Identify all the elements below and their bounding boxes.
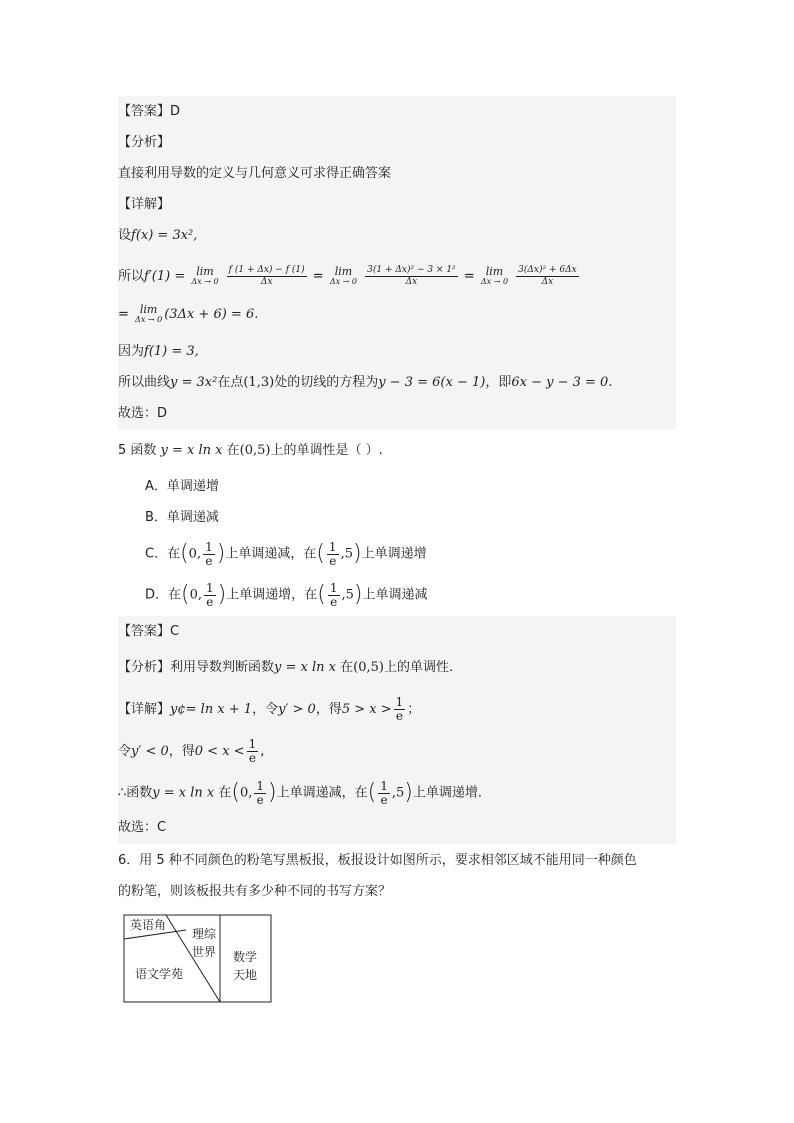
q6-stem-line1: 6．用 5 种不同颜色的粉笔写黑板报，板报设计如图所示，要求相邻区域不能用同一种颜色	[118, 853, 637, 868]
q4-detail-line2: 所以f′(1) = lim Δx → 0 $\frac{f (1 + \Delta x) - f (1)}{\Delta x}$ = lim Δx → 0 $\frac{\text{3(1 + Δx)² − 3 × 1²}}{\Delta x}$ = lim Δx → 0 $\frac{\text{3(Δx)² + 6Δx}}{\Delta x}$	[118, 264, 577, 287]
q4-detail-line5: 所以曲线y = 3x²在点(1,3)处的切线的方程为y − 3 = 6(x − 1)，即6x − y − 3 = 0.	[118, 375, 613, 390]
q4-detail-line1: 设f(x) = 3x²,	[118, 228, 198, 243]
q5-detail-line3: ∴函数y = x ln x 在(0, $\frac{1}{e}$ )上单调递减，在( $\frac{1}{e}$ ,5)上单调递增.	[118, 778, 483, 807]
q5-detail-line2: 令y′ < 0，得0 < x < $\frac{1}{e}$ ,	[118, 737, 265, 765]
q5-detail-line1: 【详解】y¢= ln x + 1，令y′ > 0，得5 > x > $\frac{1}{e}$ ；	[118, 695, 421, 723]
region-math-1: 数学	[233, 950, 258, 964]
q4-analysis-label: 【分析】	[118, 135, 171, 150]
region-chinese: 语文学苑	[135, 967, 184, 981]
q4-detail-line3: = lim Δx → 0 (3Δx + 6) = 6.	[118, 302, 259, 324]
q5-option-b: B．单调递减	[145, 510, 219, 525]
q5-analysis: 【分析】利用导数判断函数y = x ln x 在(0,5)上的单调性.	[118, 660, 454, 675]
q5-choose: 故选：C	[118, 820, 167, 835]
q4-answer: 【答案】D	[118, 104, 181, 119]
q5-option-c: C．在(0, $\frac{1}{e}$ )上单调递减，在( $\frac{1}{e}$ ,5)上单调递增	[145, 539, 427, 568]
region-math-2: 天地	[233, 968, 258, 982]
q5-option-d: D．在(0, $\frac{1}{e}$ )上单调递增，在( $\frac{1}{e}$ ,5)上单调递减	[145, 580, 428, 609]
q5-answer: 【答案】C	[118, 624, 180, 639]
q5-option-a: A．单调递增	[145, 479, 219, 494]
q4-analysis-text: 直接利用导数的定义与几何意义可求得正确答案	[118, 166, 392, 181]
q6-board-diagram	[122, 912, 274, 1004]
q4-choose: 故选：D	[118, 406, 168, 421]
region-science-2: 世界	[192, 945, 217, 959]
q6-stem-line2: 的粉笔，则该板报共有多少种不同的书写方案？	[118, 884, 392, 899]
q4-detail-line4: 因为f(1) = 3,	[118, 344, 199, 359]
region-english: 英语角	[130, 918, 167, 932]
region-science-1: 理综	[192, 927, 217, 941]
q5-solution-block	[118, 616, 676, 844]
q4-detail-label: 【详解】	[118, 197, 171, 212]
q5-stem: 5 函数 y = x ln x 在(0,5)上的单调性是（ ）.	[118, 443, 383, 458]
